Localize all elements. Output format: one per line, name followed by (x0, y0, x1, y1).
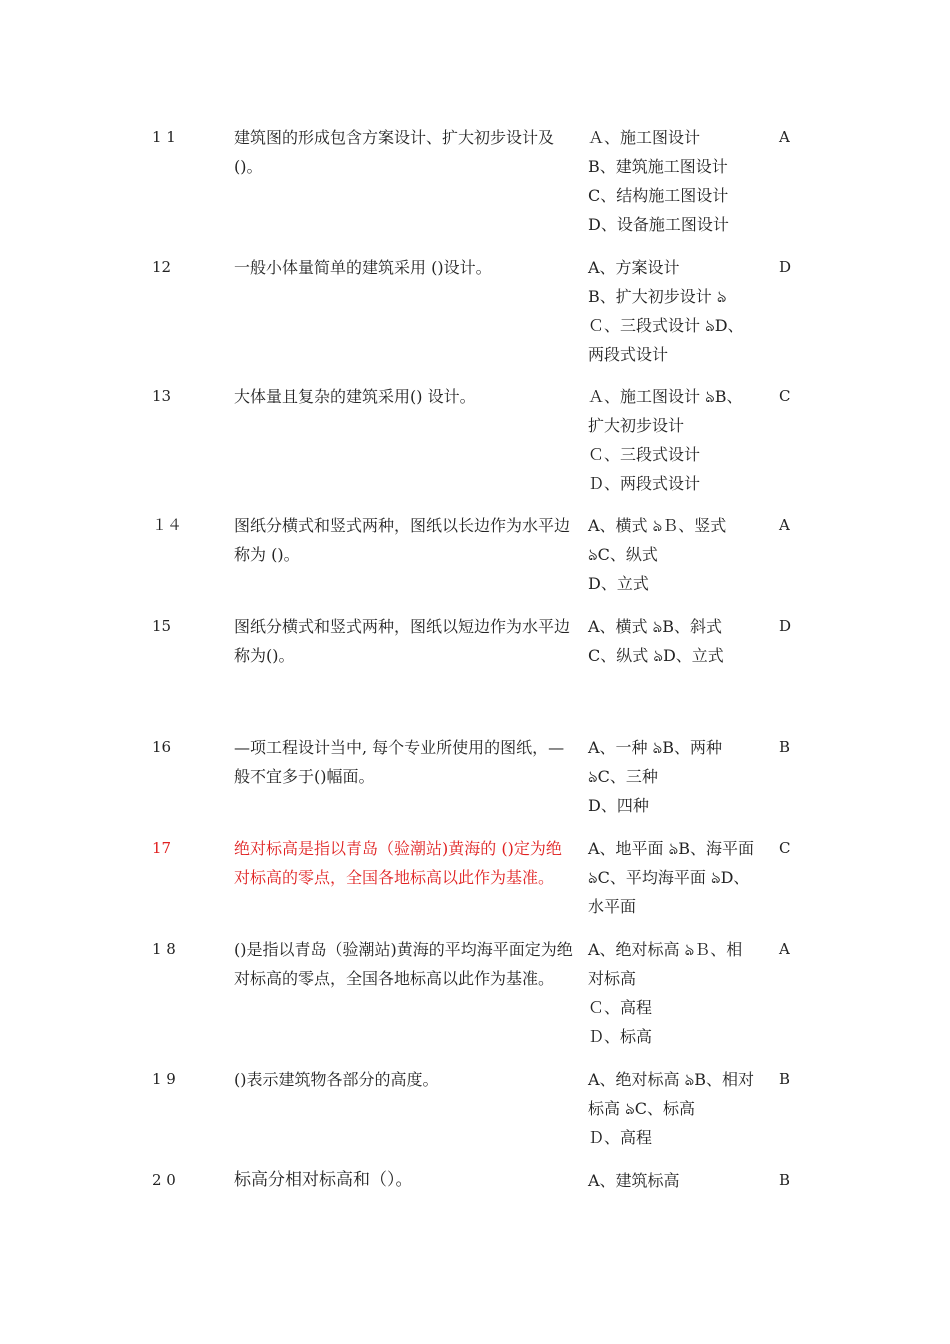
question-answer: D (779, 258, 792, 276)
question-answer: A (779, 516, 790, 534)
option-line: Ａ、施工图设计 (588, 128, 701, 147)
option-line: C、纵式 ঌD、立式 (588, 646, 724, 665)
question-text: ()表示建筑物各部分的高度。 (234, 1070, 439, 1089)
question-text: —项工程设计当中, 每个专业所使用的图纸，—般不宜多于()幅面。 (234, 738, 565, 786)
option-line: A、横式 ঌＢ、竖式 (588, 516, 727, 535)
option-line: A、绝对标高 ঌＢ、相 (588, 940, 743, 959)
question-text: 绝对标高是指以青岛（验潮站)黄海的 ()定为绝对标高的零点，全国各地标高以此作为基准。 (234, 839, 562, 887)
question-answer: B (779, 738, 791, 756)
option-line: B、建筑施工图设计 (588, 157, 728, 176)
question-options (588, 382, 768, 498)
question-options (588, 935, 768, 1051)
option-line: ঌC、平均海平面 ঌD、 (588, 868, 750, 887)
option-line: D、四种 (588, 796, 649, 815)
option-line: 对标高 (588, 969, 637, 988)
option-line: 扩大初步设计 (588, 416, 685, 435)
question-number: 17 (152, 839, 172, 857)
question-answer: C (779, 387, 791, 405)
question-options (588, 1065, 768, 1152)
option-line: 两段式设计 (588, 345, 669, 364)
option-line: Ｃ、三段式设计 ঌD、 (588, 316, 744, 335)
option-line: A、建筑标高 (588, 1171, 680, 1190)
option-line: Ｃ、高程 (588, 998, 653, 1017)
question-options (588, 834, 768, 921)
option-line: ঌC、三种 (588, 767, 658, 786)
option-line: ঌC、纵式 (588, 545, 658, 564)
option-line: Ａ、施工图设计 ঌB、 (588, 387, 743, 406)
question-number: １４ (152, 516, 183, 534)
option-line: C、结构施工图设计 (588, 186, 729, 205)
question-text: 建筑图的形成包含方案设计、扩大初步设计及()。 (234, 128, 555, 176)
question-number: 15 (152, 617, 172, 635)
option-line: 水平面 (588, 897, 637, 916)
question-number: 12 (152, 258, 172, 276)
question-text: 图纸分横式和竖式两种，图纸以长边作为水平边称为 ()。 (234, 516, 571, 564)
question-text: 大体量且复杂的建筑采用() 设计。 (234, 387, 476, 406)
question-options (588, 253, 768, 369)
question-text: 一般小体量简单的建筑采用 ()设计。 (234, 258, 492, 277)
question-options (588, 511, 768, 598)
option-line: D、设备施工图设计 (588, 215, 729, 234)
option-line: D、立式 (588, 574, 649, 593)
option-line: A、一种 ঌB、两种 (588, 738, 723, 757)
question-answer: D (779, 617, 792, 635)
option-line: Ｄ、两段式设计 (588, 474, 701, 493)
question-answer: A (779, 128, 790, 146)
question-options (588, 1166, 768, 1195)
option-line: B、扩大初步设计 ‌ঌ (588, 287, 727, 306)
question-number: 16 (152, 738, 172, 756)
option-line: Ｄ、高程 (588, 1128, 653, 1147)
question-answer: B (779, 1070, 791, 1088)
question-options (588, 612, 768, 670)
question-number: 2 0 (152, 1171, 176, 1189)
question-number: 13 (152, 387, 172, 405)
option-line: Ｃ、三段式设计 (588, 445, 701, 464)
option-line: 标高 ঌC、标高 (588, 1099, 695, 1118)
question-text: 图纸分横式和竖式两种，图纸以短边作为水平边称为()。 (234, 617, 571, 665)
option-line: A、方案设计 (588, 258, 680, 277)
question-options (588, 123, 768, 239)
question-text: 标高分相对标高和（）。 (234, 1170, 413, 1190)
question-number: 1 9 (152, 1070, 176, 1088)
question-answer: A (779, 940, 790, 958)
question-number: 1 8 (152, 940, 176, 958)
option-line: Ｄ、标高 (588, 1027, 653, 1046)
question-number: 1 1 (152, 128, 176, 146)
option-line: A、地平面 ঌB、海平面 (588, 839, 755, 858)
question-text: ()是指以青岛（验潮站)黄海的平均海平面定为绝对标高的零点，全国各地标高以此作为基准。 (234, 940, 573, 988)
question-answer: C (779, 839, 791, 857)
question-answer: B (779, 1171, 791, 1189)
option-line: A、绝对标高 ঌB、相对 (588, 1070, 755, 1089)
option-line: A、横式 ঌB、斜式 (588, 617, 723, 636)
question-options (588, 733, 768, 820)
